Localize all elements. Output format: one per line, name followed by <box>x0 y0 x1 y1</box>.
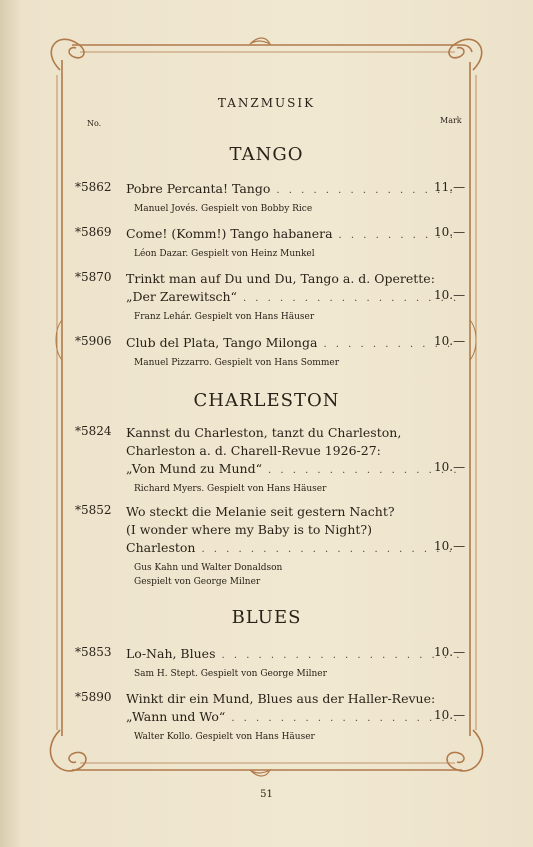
entry-body <box>126 645 466 681</box>
column-label-mark: Mark <box>440 116 462 125</box>
song-title-continued: „Wann und Wo“ <box>126 709 226 724</box>
price: 10.— <box>434 334 466 348</box>
record-number: *5862 <box>75 180 112 194</box>
song-title: Winkt dir ein Mund, Blues aus der Haller-Revue: <box>126 691 436 706</box>
price: 10.— <box>434 539 466 553</box>
record-number: *5853 <box>75 645 112 659</box>
record-number: *5824 <box>75 424 112 438</box>
song-credit: Manuel Pizzarro. Gespielt von Hans Sommer <box>134 358 339 368</box>
page-header: TANZMUSIK <box>217 96 316 110</box>
record-number: *5890 <box>75 690 112 704</box>
record-number: *5870 <box>75 270 112 284</box>
song-title-continued: Charleston <box>126 540 196 555</box>
song-title: Trinkt man auf Du und Du, Tango a. d. Operette: <box>126 271 435 286</box>
song-title-continued: „Der Zarewitsch“ <box>126 289 237 304</box>
song-title-continued: „Von Mund zu Mund“ <box>126 461 262 476</box>
song-credit: Walter Kollo. Gespielt von Hans Häuser <box>134 732 315 742</box>
entry-body <box>126 180 466 216</box>
page-number: 51 <box>260 789 273 800</box>
section-title-tango: TANGO <box>229 144 304 165</box>
record-number: *5852 <box>75 503 112 517</box>
price: 10.— <box>434 288 466 302</box>
column-label-number: No. <box>87 119 102 128</box>
song-title: Kannst du Charleston, tanzt du Charleston, <box>126 425 402 440</box>
price: 10.— <box>434 708 466 722</box>
song-credit: Franz Lehár. Gespielt von Hans Häuser <box>134 312 315 322</box>
entry-body <box>126 225 466 261</box>
entry-body <box>126 424 466 496</box>
song-title: Come! (Komm!) Tango habanera <box>126 226 333 241</box>
entry-body <box>126 690 466 744</box>
song-title: Wo steckt die Melanie seit gestern Nacht? <box>126 504 395 519</box>
song-credit: Sam H. Stept. Gespielt von George Milner <box>134 669 327 679</box>
entry-body <box>126 503 466 589</box>
price: 11.— <box>434 180 466 194</box>
song-credit: Richard Myers. Gespielt von Hans Häuser <box>134 484 327 494</box>
song-title: Lo-Nah, Blues <box>126 646 216 661</box>
entry-body <box>126 334 466 370</box>
price: 10.— <box>434 225 466 239</box>
price: 10.— <box>434 460 466 474</box>
song-credit: Gus Kahn und Walter Donaldson <box>134 563 283 573</box>
song-title-continued: Charleston a. d. Charell-Revue 1926-27: <box>126 443 381 458</box>
song-title: Pobre Percanta! Tango <box>126 181 271 196</box>
song-credit: Manuel Jovés. Gespielt von Bobby Rice <box>134 204 313 214</box>
song-title: Club del Plata, Tango Milonga <box>126 335 318 350</box>
section-title-blues: BLUES <box>231 607 302 628</box>
record-number: *5869 <box>75 225 112 239</box>
price: 10.— <box>434 645 466 659</box>
song-credit-performer: Gespielt von George Milner <box>134 577 261 587</box>
song-title-continued: (I wonder where my Baby is to Night?) <box>126 522 372 537</box>
record-number: *5906 <box>75 334 112 348</box>
section-title-charleston: CHARLESTON <box>193 390 340 411</box>
entry-body <box>126 270 466 324</box>
song-credit: Léon Dazar. Gespielt von Heinz Munkel <box>134 249 315 259</box>
